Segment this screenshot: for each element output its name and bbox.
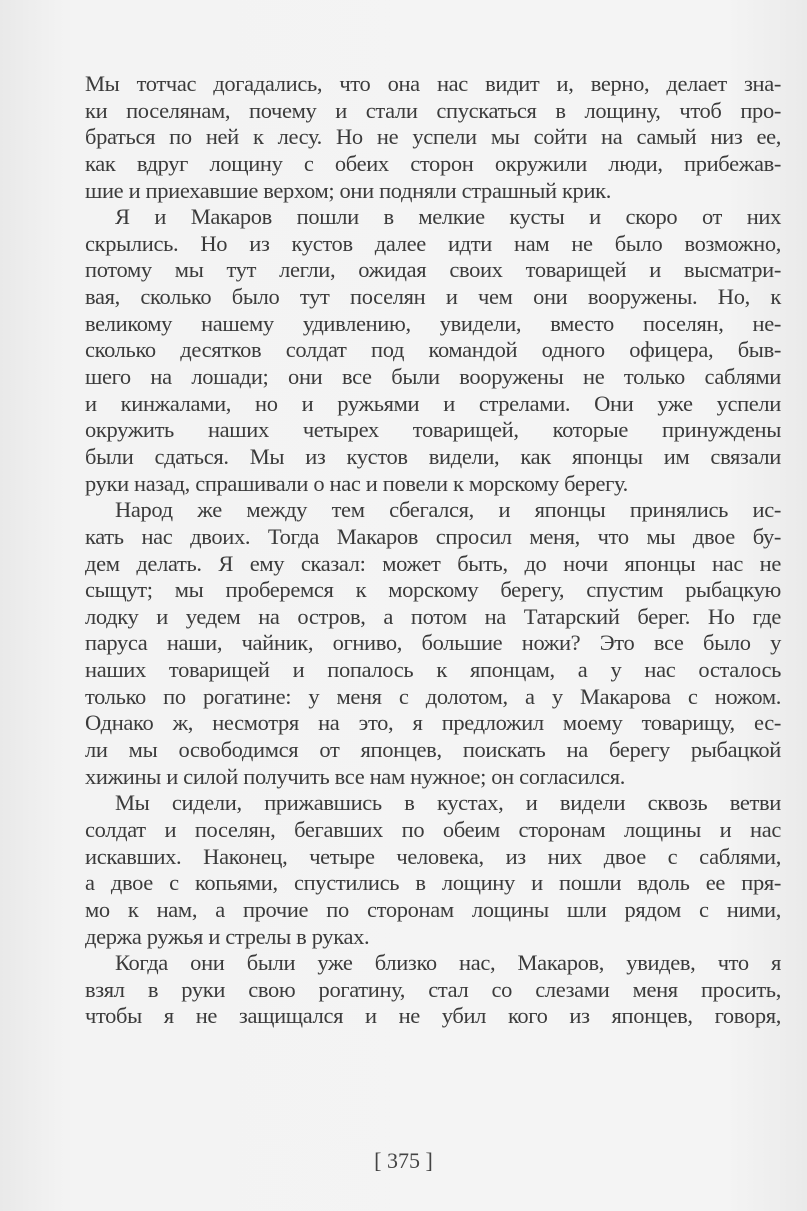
- body-text: [85, 71, 781, 1030]
- text-line: Когда они были уже близко нас, Макаров, увидев, что я: [115, 950, 781, 976]
- text-line: были сдаться. Мы из кустов видели, как японцы им связали: [85, 443, 781, 469]
- text-line: ли мы освободимся от японцев, поискать на берегу рыбацкой: [85, 737, 781, 763]
- paragraph: [85, 497, 781, 790]
- text-line: Мы сидели, прижавшись в кустах, и видели сквозь ветви: [115, 790, 781, 816]
- text-line: шего на лошади; они все были вооружены не только саблями: [85, 364, 781, 390]
- text-line: только по рогатине: у меня с долотом, а у Макарова с ножом.: [85, 683, 781, 709]
- text-line: окружить наших четырех товарищей, которые принуждены: [85, 417, 781, 443]
- paragraph: [85, 204, 781, 497]
- paragraph: [85, 71, 781, 204]
- text-line: ки поселянам, почему и стали спускаться в лощину, чтоб про-: [85, 97, 781, 123]
- text-line: и кинжалами, но и ружьями и стрелами. Они уже успели: [85, 390, 781, 416]
- text-line: руки назад, спрашивали о нас и повели к морскому берегу.: [85, 470, 628, 496]
- text-line: кать нас двоих. Тогда Макаров спросил меня, что мы двое бу-: [85, 523, 781, 549]
- text-line: дем делать. Я ему сказал: может быть, до ночи японцы нас не: [85, 550, 781, 576]
- text-line: Я и Макаров пошли в мелкие кусты и скоро от них: [115, 204, 781, 230]
- text-line: сколько десятков солдат под командой одного офицера, быв-: [85, 337, 781, 363]
- text-line: солдат и поселян, бегавших по обеим сторонам лощины и нас: [85, 816, 781, 842]
- text-line: потому мы тут легли, ожидая своих товарищей и высматри-: [85, 257, 781, 283]
- text-line: как вдруг лощину с обеих сторон окружили люди, прибежав-: [85, 150, 781, 176]
- page-number: [ 375 ]: [374, 1148, 433, 1173]
- text-line: держа ружья и стрелы в руках.: [85, 923, 370, 949]
- text-line: сыщут; мы проберемся к морскому берегу, спустим рыбацкую: [85, 577, 781, 603]
- text-line: Народ же между тем сбегался, и японцы принялись ис-: [115, 497, 781, 523]
- text-line: великому нашему удивлению, увидели, вместо поселян, не-: [85, 310, 781, 336]
- text-line: паруса наши, чайник, огниво, большие ножи? Это все было у: [85, 630, 781, 656]
- text-line: вая, сколько было тут поселян и чем они вооружены. Но, к: [85, 284, 781, 310]
- text-line: лодку и уедем на остров, а потом на Татарский берег. Но где: [85, 603, 781, 629]
- text-line: Однако ж, несмотря на это, я предложил моему товарищу, ес-: [85, 710, 781, 736]
- text-line: браться по ней к лесу. Но не успели мы сойти на самый низ ее,: [85, 124, 781, 150]
- text-line: наших товарищей и попалось к японцам, а у нас осталось: [85, 657, 781, 683]
- text-line: скрылись. Но из кустов далее идти нам не было возможно,: [85, 230, 781, 256]
- text-line: чтобы я не защищался и не убил кого из японцев, говоря,: [85, 1003, 781, 1029]
- paragraph: [85, 950, 781, 1030]
- text-line: искавших. Наконец, четыре человека, из них двое с саблями,: [85, 843, 781, 869]
- text-line: а двое с копьями, спустились в лощину и пошли вдоль ее пря-: [85, 870, 781, 896]
- text-line: мо к нам, а прочие по сторонам лощины шли рядом с ними,: [85, 896, 781, 922]
- text-line: взял в руки свою рогатину, стал со слезами меня просить,: [85, 976, 781, 1002]
- paragraph: [85, 790, 781, 950]
- text-line: Мы тотчас догадались, что она нас видит и, верно, делает зна-: [85, 71, 781, 96]
- text-line: шие и приехавшие верхом; они подняли страшный крик.: [85, 177, 612, 203]
- text-line: хижины и силой получить все нам нужное; он согласился.: [85, 763, 626, 789]
